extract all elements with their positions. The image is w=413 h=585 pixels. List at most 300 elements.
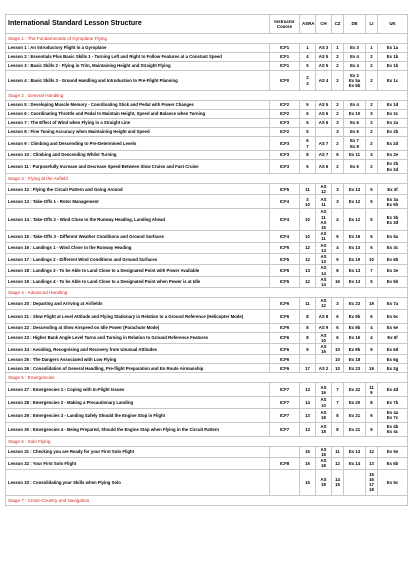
cz-cell: 9 bbox=[332, 254, 344, 265]
lesson-title: Lesson 11 : Purposefully Increase and Decrease Speed Between Slow Cruise and Fast Cruise bbox=[6, 160, 270, 174]
ch-cell: AS 18 bbox=[316, 446, 332, 457]
table-row bbox=[6, 242, 408, 253]
instructor-course-cell: ICF3 bbox=[270, 137, 300, 151]
table-row bbox=[6, 298, 408, 309]
instructor-course-cell: ICF4 bbox=[270, 195, 300, 209]
ch-cell: AS 6 bbox=[316, 160, 332, 174]
table-row bbox=[6, 344, 408, 355]
column-header-cz: CZ bbox=[332, 15, 344, 34]
cz-cell: 8 bbox=[332, 422, 344, 436]
de-cell: Ex 23 bbox=[344, 364, 366, 373]
li-cell: 4 bbox=[366, 332, 378, 343]
de-cell: Ex 14 bbox=[344, 458, 366, 469]
ch-cell: AS 5 bbox=[316, 53, 332, 62]
lesson-title: Lesson 22 : Descending at Slow Airspeed on Idle Power (Parachute Mode) bbox=[6, 323, 270, 332]
uk-cell: Ex 1d bbox=[378, 101, 408, 110]
li-cell: 4 bbox=[366, 151, 378, 160]
lesson-title: Lesson 29 : Emergencies 3 - Landing Safely Should the Engine Stop in Flight bbox=[6, 408, 270, 422]
cz-cell: 10 bbox=[332, 344, 344, 355]
instructor-course-cell: ICF1 bbox=[270, 44, 300, 53]
lesson-title: Lesson 30 : Emergencies 4 - Being Prepared, Should the Engine Stop when Flying in the Circuit Pattern bbox=[6, 422, 270, 436]
cz-cell: 3 bbox=[332, 184, 344, 195]
de-cell: Ex 4 bbox=[344, 53, 366, 62]
de-cell: Ex 6 bbox=[344, 128, 366, 137]
uk-cell: Ex 3f bbox=[378, 184, 408, 195]
column-header-uk: UK bbox=[378, 15, 408, 34]
de-cell: Ex 6 bbox=[344, 119, 366, 128]
cz-cell: 9 bbox=[332, 231, 344, 242]
uk-cell: Ex 6b bbox=[378, 276, 408, 287]
ch-cell: AS 18 bbox=[316, 469, 332, 495]
li-cell: 2 bbox=[366, 160, 378, 174]
instructor-course-cell: ICF6 bbox=[270, 355, 300, 364]
stage-header bbox=[6, 91, 408, 101]
uk-cell: Ex 4d bbox=[378, 383, 408, 397]
asra-cell: 1 bbox=[300, 44, 316, 53]
cz-cell: 3 bbox=[332, 298, 344, 309]
de-cell: Ex 10 bbox=[344, 110, 366, 119]
li-cell: 19 bbox=[366, 364, 378, 373]
stage-header bbox=[6, 495, 408, 505]
asra-cell: 15 bbox=[300, 469, 316, 495]
cz-cell: 2 bbox=[332, 160, 344, 174]
li-cell: 2 bbox=[366, 128, 378, 137]
cz-cell: 7 bbox=[332, 383, 344, 397]
cz-cell: 2 bbox=[332, 101, 344, 110]
instructor-course-cell: ICF4 bbox=[270, 231, 300, 242]
uk-cell: Ex 6c bbox=[378, 309, 408, 323]
cz-cell: 10 bbox=[332, 364, 344, 373]
table-row bbox=[6, 332, 408, 343]
table-row bbox=[6, 397, 408, 408]
lesson-title: Lesson 27 : Emergencies 1 - Coping with In-Flight Issues bbox=[6, 383, 270, 397]
uk-cell: Ex 3b Ex 3d bbox=[378, 209, 408, 231]
instructor-course-cell: ICF7 bbox=[270, 397, 300, 408]
li-cell: 10 bbox=[366, 254, 378, 265]
li-cell: 15 16 17 18 bbox=[366, 469, 378, 495]
ch-cell: AS 12 bbox=[316, 298, 332, 309]
cz-cell: 14 15 bbox=[332, 469, 344, 495]
page-title: International Standard Lesson Structure bbox=[6, 15, 270, 34]
ch-cell: AS 16 bbox=[316, 344, 332, 355]
stage-label: Stage 1 : The Fundamentals of Gyroplane Flying bbox=[6, 34, 408, 44]
lesson-title: Lesson 32 : Your First Solo Flight bbox=[6, 458, 270, 469]
cz-cell: 2 bbox=[332, 71, 344, 91]
lesson-structure bbox=[5, 14, 407, 506]
uk-cell: Ex 2a bbox=[378, 119, 408, 128]
de-cell: Ex 4 bbox=[344, 101, 366, 110]
table-row bbox=[6, 323, 408, 332]
stage-label: Stage 3 : Flying at the Airfield bbox=[6, 174, 408, 184]
table-row bbox=[6, 151, 408, 160]
ch-cell: AS 18 bbox=[316, 422, 332, 436]
asra-cell: 12 bbox=[300, 276, 316, 287]
instructor-course-cell: ICF5 bbox=[270, 276, 300, 287]
cz-cell: 12 bbox=[332, 458, 344, 469]
instructor-course-cell: ICF7 bbox=[270, 422, 300, 436]
li-cell: 5 bbox=[366, 195, 378, 209]
uk-cell: Ex 4b Ex 4c bbox=[378, 422, 408, 436]
asra-cell: 17 bbox=[300, 364, 316, 373]
column-header-de: DE bbox=[344, 15, 366, 34]
lesson-title: Lesson 10 : Climbing and Descending Whilst Turning bbox=[6, 151, 270, 160]
table-row bbox=[6, 128, 408, 137]
instructor-course-cell: ICF1 bbox=[270, 53, 300, 62]
table-row bbox=[6, 265, 408, 276]
de-cell: Ex 16 bbox=[344, 332, 366, 343]
table-row bbox=[6, 184, 408, 195]
de-cell: Ex 13 bbox=[344, 242, 366, 253]
asra-cell: 5 bbox=[300, 119, 316, 128]
ch-cell: AS 10 bbox=[316, 332, 332, 343]
lesson-title: Lesson 24 : Avoiding, Recognising and Recovery from Unusual Attitudes bbox=[6, 344, 270, 355]
instructor-course-cell: ICF4 bbox=[270, 209, 300, 231]
li-cell: 8 bbox=[366, 397, 378, 408]
li-cell: 3 bbox=[366, 110, 378, 119]
cz-cell: 16 bbox=[332, 276, 344, 287]
uk-cell: Ex 5e bbox=[378, 446, 408, 457]
stage-label: Stage 4 : Advanced Handling bbox=[6, 288, 408, 298]
table-row bbox=[6, 364, 408, 373]
uk-cell: Ex 1b bbox=[378, 62, 408, 71]
table-row bbox=[6, 254, 408, 265]
ch-cell: AS 14 bbox=[316, 265, 332, 276]
uk-cell: Ex 4a Ex 7c bbox=[378, 408, 408, 422]
de-cell: Ex 18 bbox=[344, 355, 366, 364]
de-cell: Ex 13 bbox=[344, 184, 366, 195]
uk-cell: Ex 3c bbox=[378, 242, 408, 253]
de-cell: Ex 9b bbox=[344, 344, 366, 355]
instructor-course-cell: ICF5 bbox=[270, 242, 300, 253]
li-cell: 5 bbox=[366, 209, 378, 231]
cz-cell: 4 bbox=[332, 242, 344, 253]
cz-cell: 4 bbox=[332, 209, 344, 231]
stage-label: Stage 7 : Cross-Country and Navigation bbox=[6, 495, 408, 505]
li-cell: 4 bbox=[366, 323, 378, 332]
ch-cell: AS 18 bbox=[316, 458, 332, 469]
uk-cell: Ex 2g bbox=[378, 364, 408, 373]
cz-cell: 6 bbox=[332, 309, 344, 323]
li-cell: 9 bbox=[366, 422, 378, 436]
column-header-instructor-course: Instructor Course bbox=[270, 15, 300, 34]
instructor-course-cell: ICF5 bbox=[270, 265, 300, 276]
de-cell: Ex 9b bbox=[344, 309, 366, 323]
de-cell: Ex 19 bbox=[344, 231, 366, 242]
table-row bbox=[6, 101, 408, 110]
ch-cell: AS 11 bbox=[316, 231, 332, 242]
asra-cell: 15 bbox=[300, 458, 316, 469]
table-row bbox=[6, 408, 408, 422]
table-row bbox=[6, 458, 408, 469]
uk-cell: Ex 2e bbox=[378, 151, 408, 160]
li-cell: 9 bbox=[366, 344, 378, 355]
cz-cell: 2 bbox=[332, 137, 344, 151]
li-cell: 2 bbox=[366, 62, 378, 71]
asra-cell: 3 10 bbox=[300, 195, 316, 209]
stage-header bbox=[6, 174, 408, 184]
table-row bbox=[6, 137, 408, 151]
de-cell: Ex 22 bbox=[344, 383, 366, 397]
li-cell: 2 bbox=[366, 53, 378, 62]
lesson-title: Lesson 3 : Basic Skills 2 - Flying in Trim, Maintaining Height and Straight Flying bbox=[6, 62, 270, 71]
ch-cell: AS 11 bbox=[316, 195, 332, 209]
de-cell: Ex 19 bbox=[344, 254, 366, 265]
asra-cell: 4 bbox=[300, 53, 316, 62]
instructor-course-cell: ICF6 bbox=[270, 332, 300, 343]
cz-cell: 1 bbox=[332, 44, 344, 53]
lesson-title: Lesson 33 : Consolidating your Skills when Flying Solo bbox=[6, 469, 270, 495]
asra-cell: 13 bbox=[300, 383, 316, 397]
table-row bbox=[6, 355, 408, 364]
li-cell: 2 bbox=[366, 137, 378, 151]
instructor-course-cell: ICF3 bbox=[270, 160, 300, 174]
stage-label: Stage 5 : Emergencies bbox=[6, 373, 408, 383]
lesson-title: Lesson 26 : Consolidation of General Handling, Pre-flight Preparation and En Route Airmanship bbox=[6, 364, 270, 373]
ch-cell: AS 16 bbox=[316, 383, 332, 397]
asra-cell: 8 bbox=[300, 332, 316, 343]
li-cell: 9 bbox=[366, 408, 378, 422]
de-cell: Ex 13 bbox=[344, 276, 366, 287]
li-cell: 5 bbox=[366, 276, 378, 287]
lesson-title: Lesson 13 : Take-Offs 1 - Rotor Management bbox=[6, 195, 270, 209]
lesson-title: Lesson 20 : Departing and Arriving at Airfields bbox=[6, 298, 270, 309]
de-cell: Ex 3 bbox=[344, 44, 366, 53]
li-cell: 7 bbox=[366, 265, 378, 276]
cz-cell: 6 bbox=[332, 151, 344, 160]
de-cell: Ex 7 Ex 8 bbox=[344, 137, 366, 151]
de-cell: Ex 21 bbox=[344, 422, 366, 436]
de-cell: Ex 9b bbox=[344, 323, 366, 332]
li-cell: 6 bbox=[366, 309, 378, 323]
asra-cell: 10 bbox=[300, 209, 316, 231]
uk-cell: Ex 2b Ex 2d bbox=[378, 160, 408, 174]
table-row bbox=[6, 209, 408, 231]
uk-cell: Ex 6a bbox=[378, 231, 408, 242]
instructor-course-cell: ICF7 bbox=[270, 408, 300, 422]
li-cell: 1 bbox=[366, 44, 378, 53]
table-row bbox=[6, 62, 408, 71]
de-cell: Ex 12 bbox=[344, 209, 366, 231]
de-cell: Ex 23 bbox=[344, 298, 366, 309]
asra-cell: 8 bbox=[300, 309, 316, 323]
instructor-course-cell: ICF6 bbox=[270, 298, 300, 309]
uk-cell: Ex 2b bbox=[378, 128, 408, 137]
uk-cell: Ex 1b bbox=[378, 53, 408, 62]
li-cell: 12 bbox=[366, 446, 378, 457]
lesson-title: Lesson 19 : Landings 4 - To be Able to Land Close to a Designated Point when Power is at Idle bbox=[6, 276, 270, 287]
ch-cell: AS 9 bbox=[316, 323, 332, 332]
ch-cell bbox=[316, 128, 332, 137]
stage-header bbox=[6, 436, 408, 446]
li-cell: 5 bbox=[366, 184, 378, 195]
instructor-course-cell: ICF8 bbox=[270, 458, 300, 469]
li-cell: 2 bbox=[366, 101, 378, 110]
instructor-course-cell: ICF2 bbox=[270, 110, 300, 119]
column-header-ch: CH bbox=[316, 15, 332, 34]
de-cell bbox=[344, 469, 366, 495]
instructor-course-cell: ICF6 bbox=[270, 344, 300, 355]
cz-cell: 3 bbox=[332, 119, 344, 128]
cz-cell: 11 bbox=[332, 446, 344, 457]
asra-cell: 12 bbox=[300, 242, 316, 253]
uk-cell: Ex 7b bbox=[378, 397, 408, 408]
asra-cell: 5 bbox=[300, 128, 316, 137]
table-row bbox=[6, 44, 408, 53]
table-row bbox=[6, 231, 408, 242]
ch-cell: AS 11 AS 15 bbox=[316, 209, 332, 231]
asra-cell: 13 bbox=[300, 408, 316, 422]
stage-header bbox=[6, 34, 408, 44]
ch-cell: AS 7 bbox=[316, 151, 332, 160]
instructor-course-cell: ICF6 bbox=[270, 309, 300, 323]
table-row bbox=[6, 446, 408, 457]
uk-cell: Ex 6d bbox=[378, 344, 408, 355]
asra-cell: 5 bbox=[300, 101, 316, 110]
instructor-course-cell bbox=[270, 469, 300, 495]
ch-cell: AS 13 bbox=[316, 242, 332, 253]
instructor-course-cell: ICF1 bbox=[270, 62, 300, 71]
uk-cell: Ex 2c bbox=[378, 110, 408, 119]
de-cell: Ex 6 bbox=[344, 160, 366, 174]
asra-cell: 11 bbox=[300, 298, 316, 309]
lesson-title: Lesson 15 : Take-Offs 3 - Different Weather Conditions and Ground Surfaces bbox=[6, 231, 270, 242]
asra-cell: 15 bbox=[300, 446, 316, 457]
ch-cell: AS 6 bbox=[316, 119, 332, 128]
uk-cell: Ex 3e bbox=[378, 265, 408, 276]
li-cell: 19 bbox=[366, 298, 378, 309]
ch-cell: AS 18 bbox=[316, 408, 332, 422]
cz-cell: 2 bbox=[332, 53, 344, 62]
table-row bbox=[6, 71, 408, 91]
instructor-course-cell: ICF0 bbox=[270, 71, 300, 91]
instructor-course-cell: ICF6 bbox=[270, 323, 300, 332]
li-cell: 5 bbox=[366, 231, 378, 242]
cz-cell: 3 bbox=[332, 128, 344, 137]
ch-cell: AS 8 bbox=[316, 309, 332, 323]
de-cell: Ex 20 bbox=[344, 397, 366, 408]
instructor-course-cell: ICF3 bbox=[270, 119, 300, 128]
cz-cell: 6 bbox=[332, 323, 344, 332]
lesson-title: Lesson 25 : The Dangers Associated with Low Flying bbox=[6, 355, 270, 364]
lesson-title: Lesson 17 : Landings 2 - Different Wind Conditions and Ground Surfaces bbox=[6, 254, 270, 265]
asra-cell: 14 bbox=[300, 397, 316, 408]
uk-cell: Ex 2d bbox=[378, 137, 408, 151]
lesson-title: Lesson 18 : Landings 3 - To be Able to Land Close to a Designated Point with Power Available bbox=[6, 265, 270, 276]
de-cell: Ex 13 bbox=[344, 265, 366, 276]
instructor-course-cell: ICF7 bbox=[270, 383, 300, 397]
uk-cell: Ex 5c bbox=[378, 469, 408, 495]
de-cell: Ex 4 bbox=[344, 62, 366, 71]
cz-cell: 8 bbox=[332, 408, 344, 422]
stage-label: Stage 2 : General Handling bbox=[6, 91, 408, 101]
asra-cell: 9 bbox=[300, 344, 316, 355]
lesson-title: Lesson 8 : Fine Tuning Accuracy when Maintaining Height and Speed bbox=[6, 128, 270, 137]
lesson-title: Lesson 2 : Essentials Plus Basic Skills 1 - Turning Left and Right to Follow Features at a Constant Speed bbox=[6, 53, 270, 62]
asra-cell: 13 bbox=[300, 422, 316, 436]
table-row bbox=[6, 383, 408, 397]
lesson-title: Lesson 9 : Climbing and Descending to Pre-Determined Levels bbox=[6, 137, 270, 151]
instructor-course-cell: ICF6 bbox=[270, 364, 300, 373]
table-row bbox=[6, 53, 408, 62]
stage-header bbox=[6, 288, 408, 298]
asra-cell: 2 3 bbox=[300, 71, 316, 91]
ch-cell: AS 13 bbox=[316, 254, 332, 265]
uk-cell: Ex 7a bbox=[378, 298, 408, 309]
lesson-title: Lesson 12 : Flying the Circuit Pattern and Going Around bbox=[6, 184, 270, 195]
de-cell: Ex 13 bbox=[344, 446, 366, 457]
ch-cell: AS 7 bbox=[316, 137, 332, 151]
ch-cell: AS 6 bbox=[316, 110, 332, 119]
ch-cell: AS 3 bbox=[316, 44, 332, 53]
instructor-course-cell: ICF5 bbox=[270, 254, 300, 265]
instructor-course-cell: ICF2 bbox=[270, 101, 300, 110]
lesson-title: Lesson 31 : Checking you are Ready for your First Solo Flight bbox=[6, 446, 270, 457]
asra-cell: 5 bbox=[300, 62, 316, 71]
li-cell bbox=[366, 355, 378, 364]
asra-cell: 13 bbox=[300, 265, 316, 276]
stage-header bbox=[6, 373, 408, 383]
cz-cell: 2 bbox=[332, 62, 344, 71]
header-row bbox=[6, 15, 408, 34]
lesson-table bbox=[5, 14, 408, 506]
table-row bbox=[6, 469, 408, 495]
ch-cell: AS 4 bbox=[316, 71, 332, 91]
li-cell: 13 bbox=[366, 458, 378, 469]
de-cell: Ex 11 bbox=[344, 151, 366, 160]
ch-cell: AS 10 bbox=[316, 397, 332, 408]
uk-cell: Ex 3a Ex 6h bbox=[378, 195, 408, 209]
de-cell: Ex 12 bbox=[344, 195, 366, 209]
lesson-title: Lesson 5 : Developing Muscle Memory - Coordinating Stick and Pedal with Power Changes bbox=[6, 101, 270, 110]
uk-cell: Ex 6g bbox=[378, 355, 408, 364]
table-row bbox=[6, 276, 408, 287]
cz-cell: 6 bbox=[332, 332, 344, 343]
lesson-title: Lesson 14 : Take-Offs 2 - Wind Close to the Runway Heading, Landing Ahead bbox=[6, 209, 270, 231]
uk-cell: Ex 6e bbox=[378, 323, 408, 332]
uk-cell: Ex 5b bbox=[378, 458, 408, 469]
lesson-title: Lesson 23 : Higher Bank Angle Level Turns and Turning in Relation to Ground Reference Features bbox=[6, 332, 270, 343]
stage-label: Stage 6 : Solo Flying bbox=[6, 436, 408, 446]
cz-cell: 8 bbox=[332, 265, 344, 276]
asra-cell: 6 7 bbox=[300, 137, 316, 151]
de-cell: Ex 2 Ex 5a Ex 5b bbox=[344, 71, 366, 91]
lesson-title: Lesson 1 : An Introductory Flight in a Gyroplane bbox=[6, 44, 270, 53]
asra-cell: 6 bbox=[300, 110, 316, 119]
de-cell: Ex 21 bbox=[344, 408, 366, 422]
uk-cell: Ex 1a bbox=[378, 44, 408, 53]
lesson-title: Lesson 21 : Slow Flight at Level Attitude and Flying Stationary in Relation to a Ground Reference (Helicopter Mode) bbox=[6, 309, 270, 323]
asra-cell: 8 bbox=[300, 151, 316, 160]
table-row bbox=[6, 195, 408, 209]
li-cell: 11 9 bbox=[366, 383, 378, 397]
uk-cell: Ex 6b bbox=[378, 254, 408, 265]
asra-cell: 12 bbox=[300, 254, 316, 265]
ch-cell bbox=[316, 355, 332, 364]
instructor-course-cell: ICF3 bbox=[270, 151, 300, 160]
cz-cell: 3 bbox=[332, 195, 344, 209]
table-row bbox=[6, 119, 408, 128]
lesson-title: Lesson 7 : The Effect of Wind when Flying in a Straight Line bbox=[6, 119, 270, 128]
instructor-course-cell: ICF2 bbox=[270, 128, 300, 137]
ch-cell: AS 2 bbox=[316, 364, 332, 373]
ch-cell: AS 5 bbox=[316, 62, 332, 71]
instructor-course-cell: ICF5 bbox=[270, 184, 300, 195]
cz-cell: 10 bbox=[332, 355, 344, 364]
asra-cell bbox=[300, 355, 316, 364]
ch-cell: AS 5 bbox=[316, 101, 332, 110]
li-cell: 2 bbox=[366, 71, 378, 91]
asra-cell: 5 bbox=[300, 160, 316, 174]
